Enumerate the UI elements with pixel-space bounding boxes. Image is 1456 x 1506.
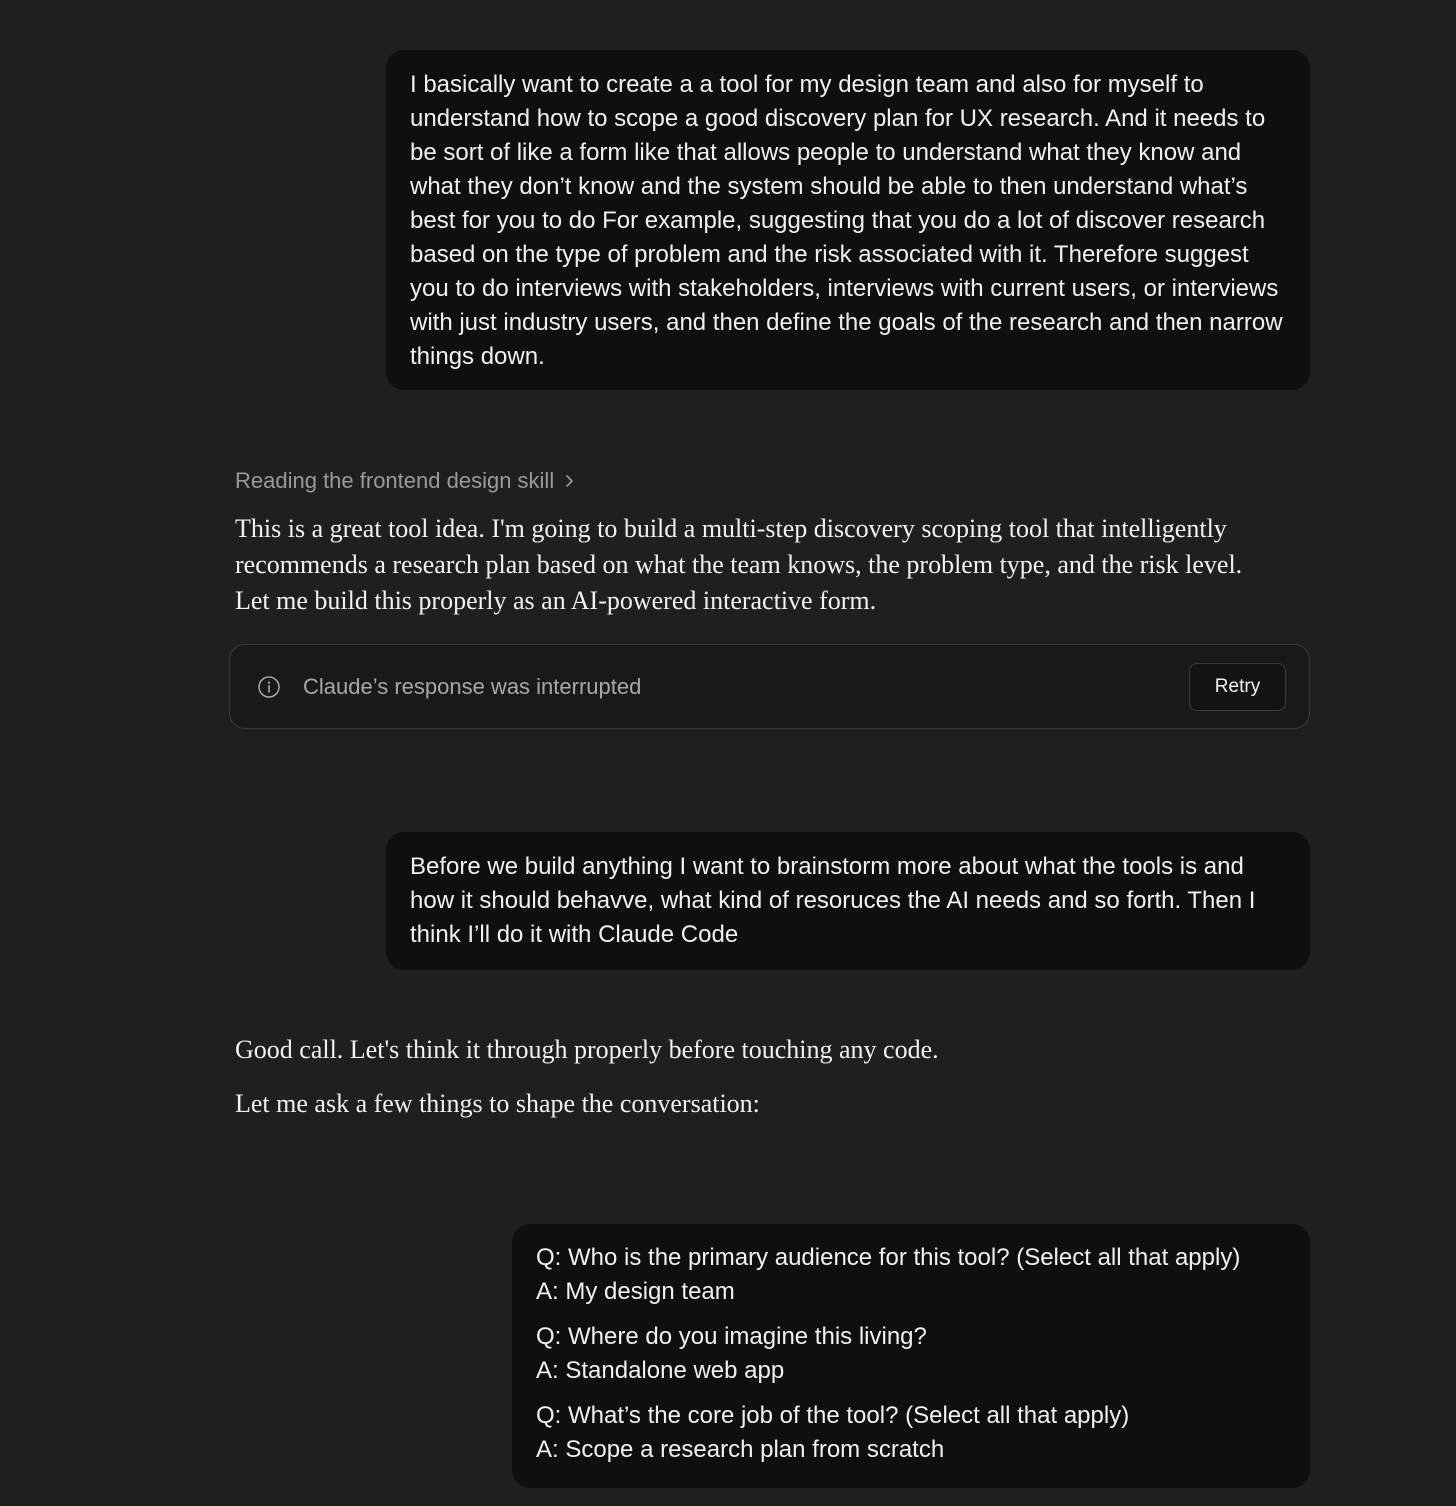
- assistant-message-text: This is a great tool idea. I'm going to build a multi-step discovery scoping tool that intelligently recommends a research plan based on what the team knows, the problem type, and the risk level. Let me build this properly as an AI-powered interactive form.: [235, 514, 1243, 615]
- user-answers-bubble: [512, 1224, 1310, 1488]
- chevron-right-icon: [564, 474, 576, 488]
- interrupted-notice: [229, 644, 1310, 729]
- question-text: Q: Where do you imagine this living?: [536, 1323, 927, 1350]
- info-circle-icon: [257, 675, 281, 699]
- question-text: Q: Who is the primary audience for this tool? (Select all that apply): [536, 1244, 1241, 1271]
- assistant-message-text: Let me ask a few things to shape the conversation:: [235, 1089, 760, 1118]
- user-message-bubble: [386, 50, 1310, 390]
- user-message-bubble: [386, 832, 1310, 970]
- retry-button[interactable]: Retry: [1189, 663, 1286, 711]
- interrupted-message: Claude’s response was interrupted: [303, 674, 642, 699]
- answer-text: A: Standalone web app: [536, 1357, 785, 1384]
- skill-disclosure[interactable]: [235, 465, 576, 497]
- question-text: Q: What’s the core job of the tool? (Select all that apply): [536, 1402, 1130, 1429]
- skill-label: Reading the frontend design skill: [235, 468, 555, 493]
- user-message-text: I basically want to create a a tool for my design team and also for myself to understand how to scope a good discovery plan for UX research. And it needs to be sort of like a form like that allows people to understand what they know and what they don’t know and the system should be able to then understand what’s best for you to do For example, suggesting that you do a lot of discover research based on the type of problem and the risk associated with it. Therefore suggest you to do interviews with stakeholders, interviews with current users, or interviews with just industry users, and then define the goals of the research and then narrow things down.: [410, 71, 1283, 370]
- answer-text: A: My design team: [536, 1278, 735, 1305]
- user-message-text: Before we build anything I want to brainstorm more about what the tools is and how it should behavve, what kind of resoruces the AI needs and so forth. Then I think I’ll do it with Claude Code: [410, 853, 1256, 948]
- assistant-message-text: Good call. Let's think it through properly before touching any code.: [235, 1035, 939, 1064]
- qa-item: [536, 1320, 1286, 1388]
- qa-item: [536, 1241, 1286, 1309]
- answer-text: A: Scope a research plan from scratch: [536, 1436, 945, 1463]
- qa-item: [536, 1399, 1286, 1467]
